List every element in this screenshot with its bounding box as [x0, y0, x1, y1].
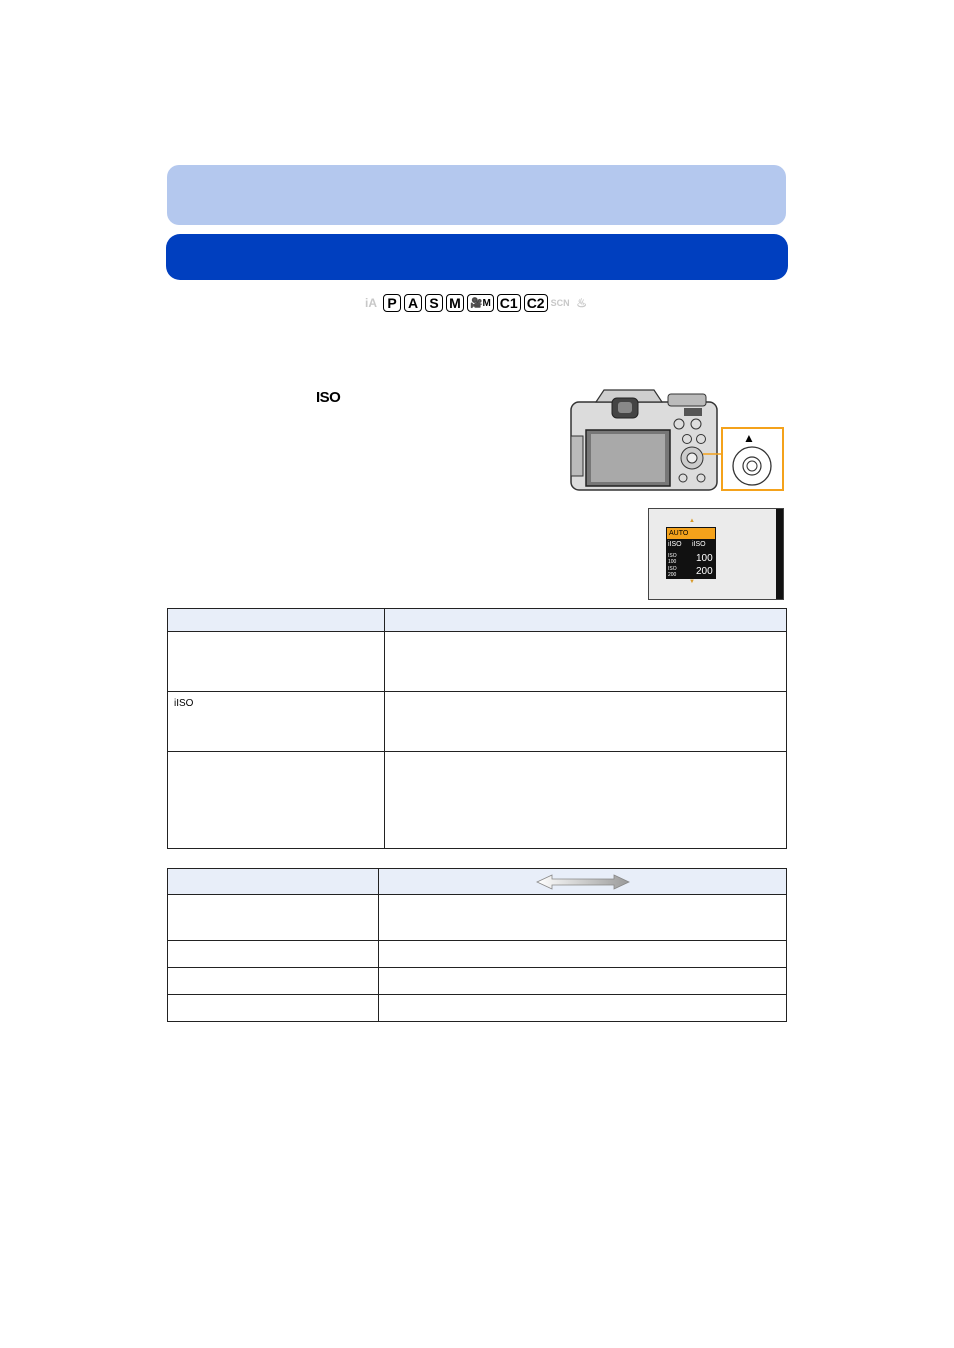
mode-movie-m-icon: 🎥M [467, 294, 494, 312]
cursor-up-icon: ▲ [743, 431, 755, 445]
table-row [168, 941, 787, 968]
table-cell [385, 632, 787, 692]
iiso-icon: iISO [668, 541, 682, 548]
lcd-100-value: 100 [696, 553, 713, 564]
mode-ia-icon: iA [365, 296, 377, 310]
iiso-icon: iISO [168, 692, 385, 752]
section-banner [166, 234, 788, 280]
mode-m-icon: M [446, 294, 464, 312]
camera-back-illustration [568, 386, 786, 494]
table-cell [168, 968, 379, 995]
table-row [168, 968, 787, 995]
table-header-cell [168, 609, 385, 632]
arrow-up-icon: ▲ [689, 518, 695, 524]
recording-mode-icons [362, 294, 591, 312]
table-header-row [168, 609, 787, 632]
table-row [168, 752, 787, 849]
lcd-menu-panel [666, 527, 716, 579]
mode-p-icon: P [383, 294, 401, 312]
table-header-cell [385, 609, 787, 632]
table-cell [385, 692, 787, 752]
table-cell [379, 895, 787, 941]
lcd-scrollbar [776, 509, 783, 599]
mode-s-icon: S [425, 294, 443, 312]
table-cell [168, 941, 379, 968]
arrow-down-icon: ▼ [689, 579, 695, 585]
table-cell [168, 895, 379, 941]
iso-characteristics-table [167, 868, 787, 1022]
mode-a-icon: A [404, 294, 422, 312]
table-cell [379, 941, 787, 968]
lcd-iiso-value: iISO [692, 541, 706, 548]
lcd-menu-item-auto: AUTO [667, 528, 715, 539]
chapter-banner [167, 165, 786, 225]
table-cell [168, 752, 385, 849]
mode-c2-icon: C2 [524, 294, 548, 312]
table-row [168, 632, 787, 692]
iso-settings-table [167, 608, 787, 849]
mode-creative-icon: ♨ [576, 296, 587, 310]
table-row [168, 692, 787, 752]
table-header-cell [168, 869, 379, 895]
table-cell [385, 752, 787, 849]
mode-c1-icon: C1 [497, 294, 521, 312]
table-cell [379, 968, 787, 995]
table-cell [168, 995, 379, 1022]
iso-200-icon: ISO 200 [668, 566, 677, 578]
table-cell [168, 632, 385, 692]
iso-100-icon: ISO 100 [668, 553, 677, 565]
table-header-cell [379, 869, 787, 895]
double-arrow-icon [536, 874, 630, 890]
table-cell [379, 995, 787, 1022]
table-row [168, 995, 787, 1022]
table-header-row [168, 869, 787, 895]
lcd-200-value: 200 [696, 566, 713, 577]
lcd-iso-menu-illustration [648, 508, 784, 600]
iso-heading-icon: ISO [316, 389, 341, 406]
table-row [168, 895, 787, 941]
mode-scn-icon: SCN [550, 298, 570, 308]
